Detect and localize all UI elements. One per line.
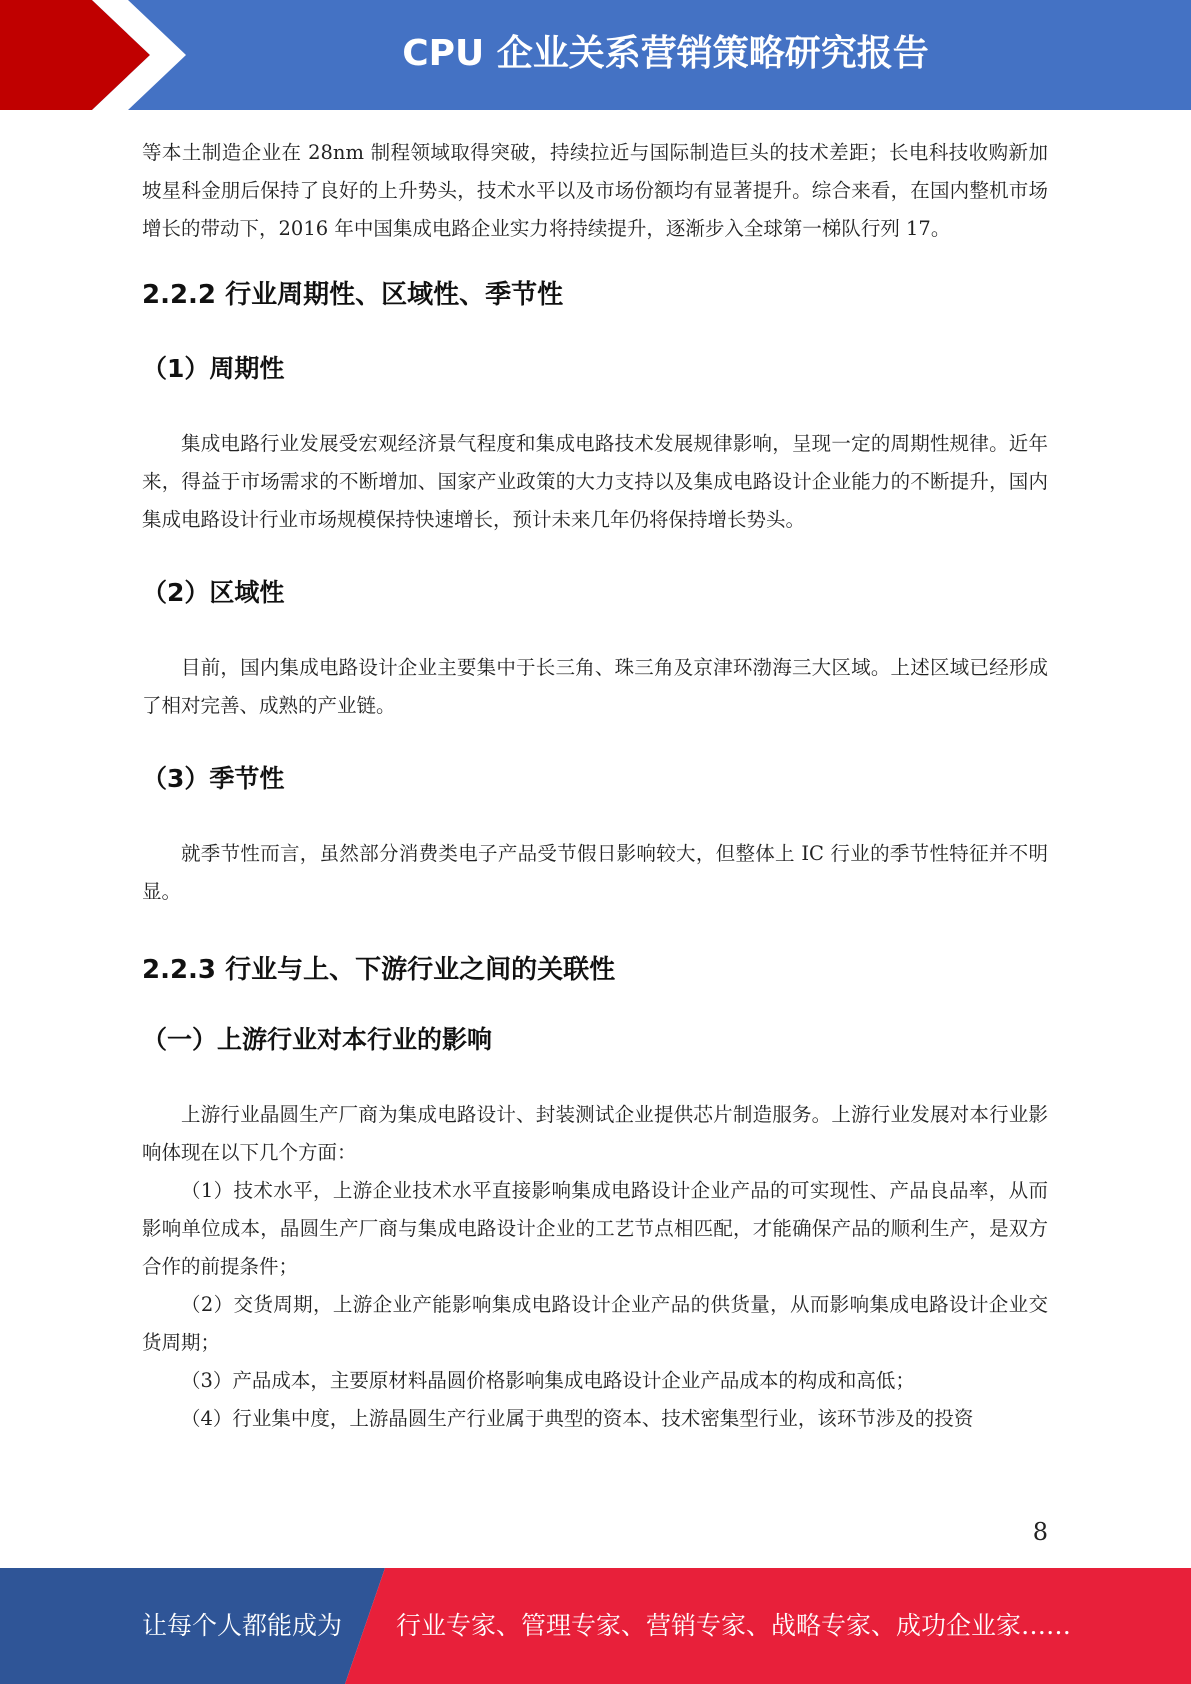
upstream-intro-paragraph: 上游行业晶圆生产厂商为集成电路设计、封装测试企业提供芯片制造服务。上游行业发展对本行业影响体现在以下几个方面： — [142, 1103, 1048, 1164]
document-body — [142, 134, 1048, 1438]
regionality-paragraph: 目前，国内集成电路设计企业主要集中于长三角、珠三角及京津环渤海三大区域。上述区域已经形成了相对完善、成熟的产业链。 — [142, 656, 1048, 717]
page-number: 8 — [1032, 1518, 1048, 1546]
page-header — [0, 0, 1191, 110]
intro-paragraph: 等本土制造企业在 28nm 制程领域取得突破，持续拉近与国际制造巨头的技术差距；长电科技收购新加坡星科金朋后保持了良好的上升势头，技术水平以及市场份额均有显著提升。综合来看，在国内整机市场增长的带动下，2016 年中国集成电路企业实力将持续提升，逐渐步入全球第一梯队行列 17。 — [142, 141, 1048, 240]
subheading-seasonality: （3）季节性 — [142, 764, 285, 793]
subheading-cyclicality: （1）周期性 — [142, 354, 285, 383]
seasonality-paragraph: 就季节性而言，虽然部分消费类电子产品受节假日影响较大，但整体上 IC 行业的季节性特征并不明显。 — [142, 842, 1048, 903]
upstream-item-4: （4）行业集中度，上游晶圆生产行业属于典型的资本、技术密集型行业，该环节涉及的投资 — [181, 1407, 974, 1430]
page-footer — [0, 1568, 1191, 1684]
upstream-item-2: （2）交货周期，上游企业产能影响集成电路设计企业产品的供货量，从而影响集成电路设计企业交货周期； — [142, 1293, 1048, 1354]
report-title: CPU 企业关系营销策略研究报告 — [402, 33, 929, 74]
footer-slogan-left: 让每个人都能成为 — [142, 1611, 343, 1640]
upstream-item-1: （1）技术水平，上游企业技术水平直接影响集成电路设计企业产品的可实现性、产品良品率，从而影响单位成本，晶圆生产厂商与集成电路设计企业的工艺节点相匹配，才能确保产品的顺利生产，是双方合作的前提条件； — [142, 1179, 1048, 1278]
footer-slogan-right: 行业专家、管理专家、营销专家、战略专家、成功企业家…… — [396, 1611, 1072, 1640]
subheading-regionality: （2）区域性 — [142, 578, 285, 607]
section-heading-2-2-2: 2.2.2 行业周期性、区域性、季节性 — [142, 280, 564, 310]
subheading-upstream: （一）上游行业对本行业的影响 — [142, 1025, 493, 1054]
section-heading-2-2-3: 2.2.3 行业与上、下游行业之间的关联性 — [142, 955, 616, 985]
upstream-item-3: （3）产品成本，主要原材料晶圆价格影响集成电路设计企业产品成本的构成和高低； — [181, 1369, 915, 1392]
cyclicality-paragraph: 集成电路行业发展受宏观经济景气程度和集成电路技术发展规律影响，呈现一定的周期性规律。近年来，得益于市场需求的不断增加、国家产业政策的大力支持以及集成电路设计企业能力的不断提升，国内集成电路设计行业市场规模保持快速增长，预计未来几年仍将保持增长势头。 — [142, 432, 1048, 531]
